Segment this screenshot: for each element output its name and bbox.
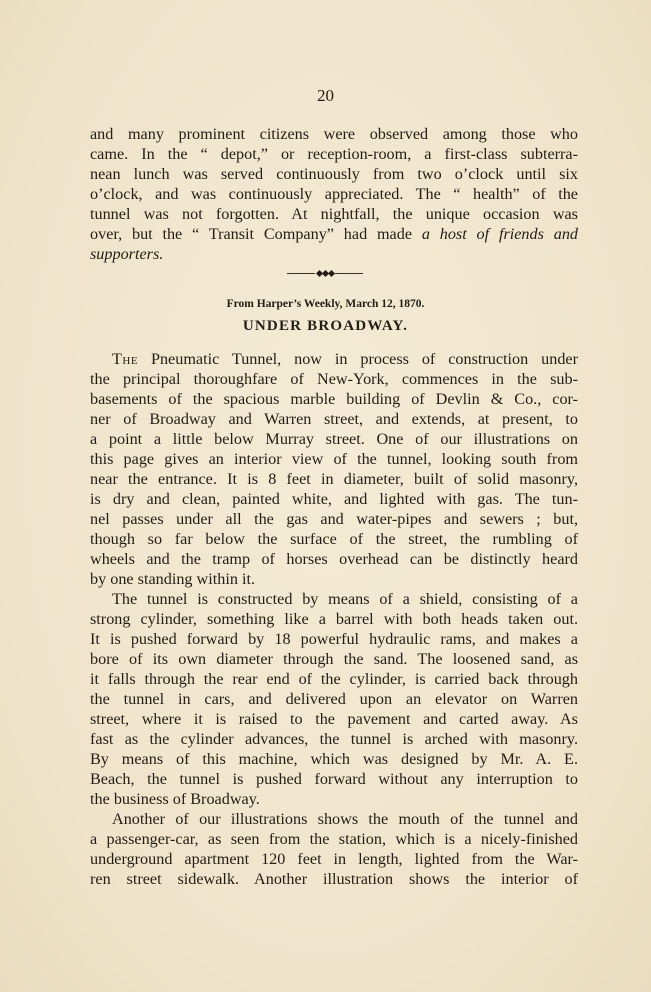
text-line: the tunnel in cars, and delivered upon an elevator on Warren — [90, 690, 578, 708]
article-body — [90, 349, 578, 889]
text-fragment: over, but the “ Transit Company” had made — [90, 225, 413, 243]
divider-rule-left — [287, 273, 315, 274]
text-line: basements of the spacious marble building of Devlin & Co., cor- — [90, 390, 578, 408]
text-line: bore of its own diameter through the sand. The loosened sand, as — [90, 650, 578, 668]
text-line: came. In the “ depot,” or reception-room, a first-class subterra- — [90, 145, 578, 163]
text-line: street, where it is raised to the pavement and carted away. As — [90, 710, 578, 728]
divider-rule-right — [335, 273, 363, 274]
intro-paragraph — [90, 124, 578, 264]
text-line: nel passes under all the gas and water-pipes and sewers ; but, — [90, 510, 578, 528]
text-line: is dry and clean, painted white, and lighted with gas. The tun- — [90, 490, 578, 508]
text-line: It is pushed forward by 18 powerful hydraulic rams, and makes a — [90, 630, 578, 648]
text-line: strong cylinder, something like a barrel with both heads taken out. — [90, 610, 578, 628]
text-line: and many prominent citizens were observed among those who — [90, 125, 578, 143]
text-line-italic: supporters. — [90, 245, 164, 263]
text-line: nean lunch was served continuously from two o’clock until six — [90, 165, 578, 183]
text-line: By means of this machine, which was designed by Mr. A. E. — [90, 750, 578, 768]
text-line: Beach, the tunnel is pushed forward without any interruption to — [90, 770, 578, 788]
page-number: 20 — [317, 86, 334, 105]
text-line: ner of Broadway and Warren street, and extends, at present, to — [90, 410, 578, 428]
text-line — [90, 224, 578, 244]
text-line: the principal thoroughfare of New-York, commences in the sub- — [90, 370, 578, 388]
text-line: wheels and the tramp of horses overhead can be distinctly heard — [90, 550, 578, 568]
text-line: Another of our illustrations shows the mouth of the tunnel and — [112, 810, 578, 828]
text-line — [90, 349, 578, 369]
text-line: it falls through the rear end of the cylinder, is carried back through — [90, 670, 578, 688]
text-line: o’clock, and was continuously appreciated. The “ health” of the — [90, 185, 578, 203]
text-line: ren street sidewalk. Another illustration shows the interior of — [90, 870, 578, 888]
text-line: tunnel was not forgotten. At nightfall, the unique occasion was — [90, 205, 578, 223]
text-line: though so far below the surface of the street, the rumbling of — [90, 530, 578, 548]
italic-phrase: a host of friends and — [421, 225, 579, 243]
text-line: fast as the cylinder advances, the tunnel is arched with masonry. — [90, 730, 578, 748]
text-line: this page gives an interior view of the tunnel, looking south from — [90, 450, 578, 468]
text-fragment: Pneumatic Tunnel, now in process of construction under — [138, 350, 578, 368]
section-divider-ornament — [287, 270, 363, 278]
divider-diamond — [328, 270, 335, 277]
text-line: underground apartment 120 feet in length, lighted from the War- — [90, 850, 578, 868]
text-line: The tunnel is constructed by means of a shield, consisting of a — [112, 590, 578, 608]
source-citation: From Harper’s Weekly, March 12, 1870. — [226, 298, 425, 310]
text-line: near the entrance. It is 8 feet in diameter, built of solid masonry, — [90, 470, 578, 488]
article-heading: UNDER BROADWAY. — [242, 318, 409, 334]
text-line: a passenger-car, as seen from the station, which is a nicely-finished — [90, 830, 578, 848]
drop-word: The — [112, 350, 139, 368]
text-line: a point a little below Murray street. One of our illustrations on — [90, 430, 578, 448]
text-line: the business of Broadway. — [90, 790, 260, 808]
text-line: by one standing within it. — [90, 570, 256, 588]
